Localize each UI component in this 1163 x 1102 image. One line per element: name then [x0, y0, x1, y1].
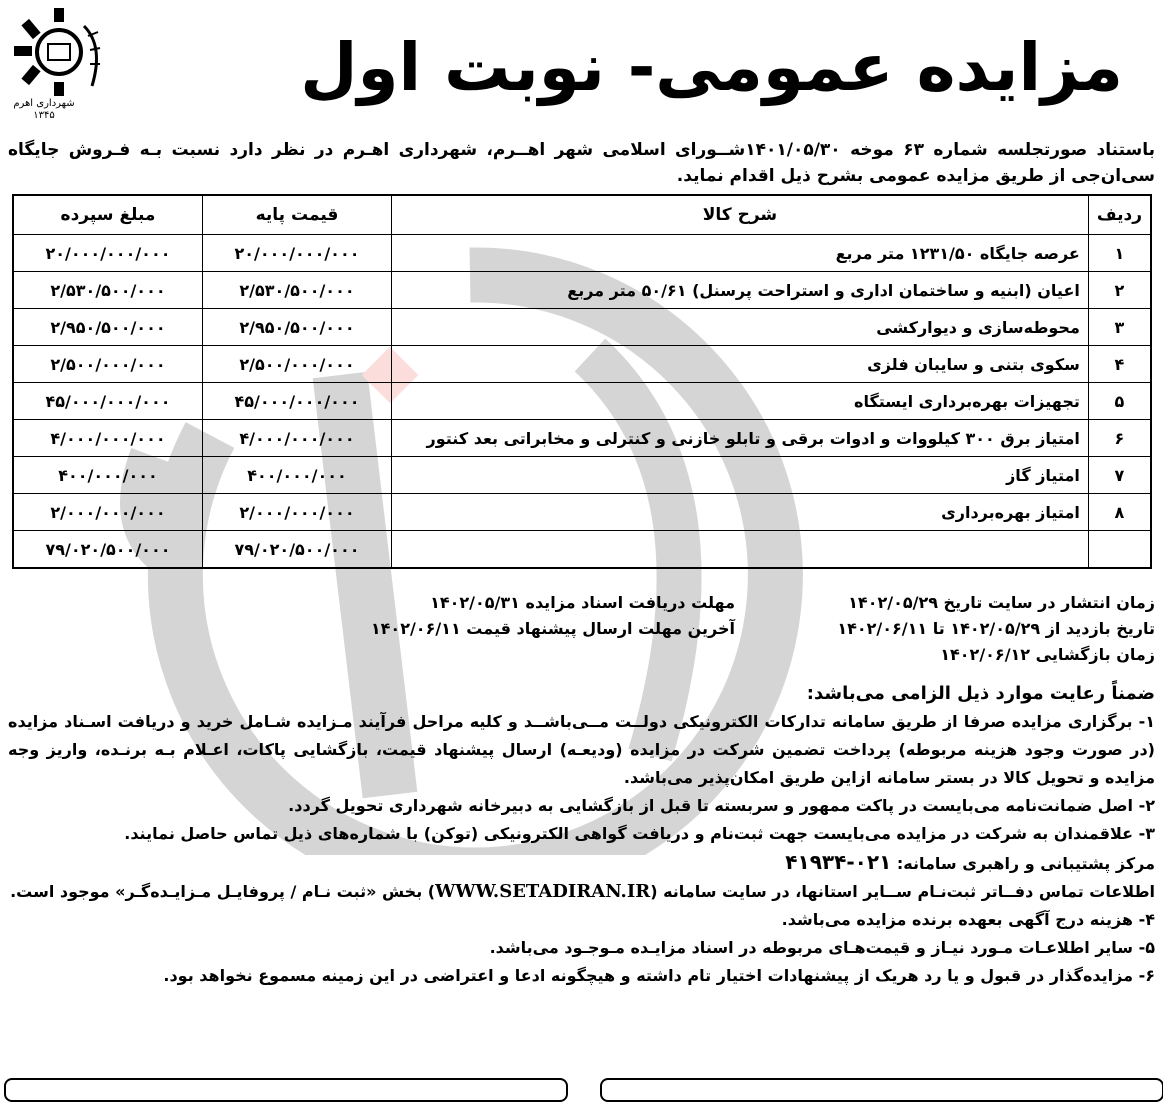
items-table [12, 194, 1152, 569]
intro-paragraph: باستناد صورتجلسه شماره ۶۳ موخه ۱۴۰۱/۰۵/۳۰شــورای اسلامی شهر اهــرم، شهرداری اهـرم در نظر دارد نسبت بـه فـروش جایگاه سی‌ان‌جی از طریق مزایده عمومی بشرح ذیل اقدام نماید. [8, 140, 1155, 186]
header-description: شرح کالا [392, 195, 1089, 235]
table-row [13, 346, 1151, 383]
website-link[interactable]: WWW.SETADIRAN.IR [435, 881, 651, 902]
table-row [13, 272, 1151, 309]
table-row [13, 420, 1151, 457]
note-6 [8, 962, 1155, 990]
table-row [13, 457, 1151, 494]
contact-line [8, 878, 1155, 906]
publish-date: زمان انتشار در سایت تاریخ ۱۴۰۲/۰۵/۲۹ [848, 593, 1155, 612]
row-base-price: ۲/۹۵۰/۵۰۰/۰۰۰ [203, 309, 392, 346]
table-row [13, 309, 1151, 346]
header-base-price: قیمت پایه [203, 195, 392, 235]
row-deposit: ۴۵/۰۰۰/۰۰۰/۰۰۰ [13, 383, 203, 420]
row-description: سکوی بتنی و سایبان فلزی [392, 346, 1089, 383]
note-number: ۴- [1138, 910, 1155, 929]
note-1 [8, 708, 1155, 792]
contact-post: ) بخش «ثبت نـام / پروفایـل مـزایـده‌گـر» موجود است. [10, 882, 436, 901]
header-row-number: ردیف [1088, 195, 1151, 235]
note-number: ۳- [1138, 824, 1155, 843]
row-number: ۳ [1088, 309, 1151, 346]
opening-date: زمان بازگشایی ۱۴۰۲/۰۶/۱۲ [940, 645, 1155, 664]
support-line [8, 848, 1155, 878]
row-description: اعیان (ابنیه و ساختمان اداری و استراحت پرسنل) ۵۰/۶۱ متر مربع [392, 272, 1089, 309]
table-header-row [13, 195, 1151, 235]
row-deposit: ۲/۵۳۰/۵۰۰/۰۰۰ [13, 272, 203, 309]
note-text: سایر اطلاعـات مـورد نیـاز و قیمت‌هـای مربوطه در اسناد مزایـده مـوجـود می‌باشد. [489, 938, 1134, 957]
row-description: تجهیزات بهره‌برداری ایستگاه [392, 383, 1089, 420]
logo-caption-name: شهرداری اهرم [13, 98, 75, 109]
table-total-row [13, 531, 1151, 569]
notes-heading: ضمناً رعایت موارد ذیل الزامی می‌باشد: [806, 683, 1155, 704]
support-phone: ۰۲۱-۴۱۹۳۴ [785, 850, 892, 874]
table-row [13, 235, 1151, 272]
row-base-price: ۲/۰۰۰/۰۰۰/۰۰۰ [203, 494, 392, 531]
row-number: ۸ [1088, 494, 1151, 531]
row-deposit: ۲/۵۰۰/۰۰۰/۰۰۰ [13, 346, 203, 383]
row-base-price: ۴۰۰/۰۰۰/۰۰۰ [203, 457, 392, 494]
row-number: ۵ [1088, 383, 1151, 420]
note-text: برگزاری مزایده صرفا از طریق سامانه تدارکات الکترونیکی دولــت مــی‌باشــد و کلیه مراحل فرآیند مـزایده شـامل خرید و دریافت اسـناد مزایده (در صورت وجود هزینه مربوطه) پرداخت تضمین شرکت در مزایده (ودیعـه) ارسال پیشنهاد قیمت، بازگشایی پاکات، اعـلام بـه برنـده، واریز وجه مزایده و تحویل کالا در بستر سامانه ازاین طریق امکان‌پذیر می‌باشد. [8, 712, 1155, 787]
note-2 [8, 792, 1155, 820]
page-title: مزایده عمومی- نوبت اول [300, 29, 1123, 106]
table-row [13, 383, 1151, 420]
note-text: مزایده‌گذار در قبول و یا رد هریک از پیشنهادات اختیار تام داشته و هیچگونه ادعا و اعتراضی در این زمینه مسموع نخواهد بود. [163, 966, 1134, 985]
notes-section [8, 680, 1155, 990]
row-deposit: ۲/۹۵۰/۵۰۰/۰۰۰ [13, 309, 203, 346]
row-description: امتیاز گاز [392, 457, 1089, 494]
note-text: علاقمندان به شرکت در مزایده می‌بایست جهت ثبت‌نام و دریافت گواهی الکترونیکی (توکن) با شماره‌های ذیل تماس حاصل نمایند. [124, 824, 1134, 843]
row-number: ۲ [1088, 272, 1151, 309]
row-number [1088, 531, 1151, 569]
total-deposit: ۷۹/۰۲۰/۵۰۰/۰۰۰ [13, 531, 203, 569]
doc-deadline: مهلت دریافت اسناد مزایده ۱۴۰۲/۰۵/۳۱ [430, 593, 735, 612]
next-ad-frame-left [4, 1078, 568, 1102]
row-description: عرصه جایگاه ۱۲۳۱/۵۰ متر مربع [392, 235, 1089, 272]
note-4 [8, 906, 1155, 934]
next-ad-frame-right [600, 1078, 1163, 1102]
row-deposit: ۲۰/۰۰۰/۰۰۰/۰۰۰ [13, 235, 203, 272]
note-number: ۵- [1138, 938, 1155, 957]
note-text: اصل ضمانت‌نامه می‌بایست در پاکت ممهور و سربسته تا قبل از بازگشایی به دبیرخانه شهرداری تحویل گردد. [288, 796, 1134, 815]
logo-caption-year: ۱۳۴۵ [33, 110, 55, 121]
support-label: مرکز پشتیبانی و راهبری سامانه: [896, 854, 1155, 873]
row-description [392, 531, 1089, 569]
row-description: امتیاز برق ۳۰۰ کیلووات و ادوات برقی و تابلو خازنی و کنترلی و مخابراتی بعد کنتور [392, 420, 1089, 457]
row-deposit: ۴/۰۰۰/۰۰۰/۰۰۰ [13, 420, 203, 457]
table-row [13, 494, 1151, 531]
note-3 [8, 820, 1155, 848]
row-deposit: ۲/۰۰۰/۰۰۰/۰۰۰ [13, 494, 203, 531]
row-description: محوطه‌سازی و دیوارکشی [392, 309, 1089, 346]
offer-deadline: آخرین مهلت ارسال پیشنهاد قیمت ۱۴۰۲/۰۶/۱۱ [370, 619, 735, 638]
contact-pre: اطلاعات تماس دفــاتر ثبت‌نـام ســایر استانها، در سایت سامانه ( [650, 882, 1155, 901]
note-text: هزینه درج آگهی بعهده برنده مزایده می‌باشد. [781, 910, 1134, 929]
row-base-price: ۲۰/۰۰۰/۰۰۰/۰۰۰ [203, 235, 392, 272]
note-number: ۲- [1138, 796, 1155, 815]
header-deposit: مبلغ سپرده [13, 195, 203, 235]
visit-date: تاریخ بازدید از ۱۴۰۲/۰۵/۲۹ تا ۱۴۰۲/۰۶/۱۱ [837, 619, 1155, 638]
row-number: ۷ [1088, 457, 1151, 494]
row-base-price: ۲/۵۳۰/۵۰۰/۰۰۰ [203, 272, 392, 309]
row-description: امتیاز بهره‌برداری [392, 494, 1089, 531]
logo-caption [4, 98, 84, 122]
row-base-price: ۴۵/۰۰۰/۰۰۰/۰۰۰ [203, 383, 392, 420]
note-number: ۶- [1138, 966, 1155, 985]
note-number: ۱- [1138, 712, 1155, 731]
total-base-price: ۷۹/۰۲۰/۵۰۰/۰۰۰ [203, 531, 392, 569]
row-number: ۶ [1088, 420, 1151, 457]
note-5 [8, 934, 1155, 962]
row-number: ۱ [1088, 235, 1151, 272]
row-base-price: ۴/۰۰۰/۰۰۰/۰۰۰ [203, 420, 392, 457]
row-number: ۴ [1088, 346, 1151, 383]
row-base-price: ۲/۵۰۰/۰۰۰/۰۰۰ [203, 346, 392, 383]
dates-left-column [315, 590, 735, 642]
row-deposit: ۴۰۰/۰۰۰/۰۰۰ [13, 457, 203, 494]
dates-right-column [795, 590, 1155, 668]
